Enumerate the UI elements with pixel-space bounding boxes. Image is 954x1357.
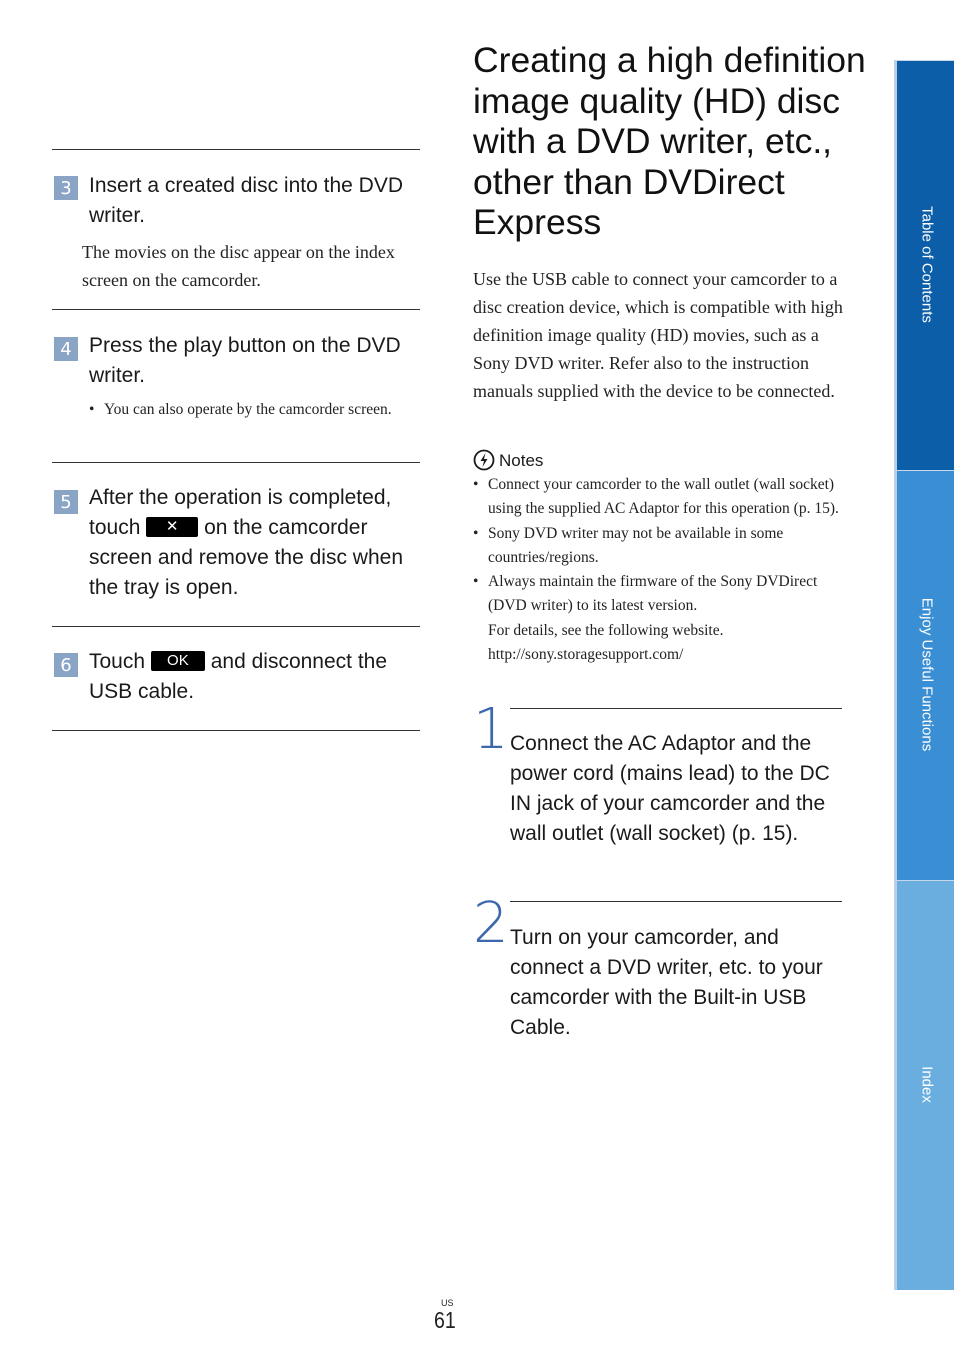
- divider: [52, 626, 420, 627]
- region-code: US: [441, 1298, 454, 1308]
- tab-index[interactable]: [894, 880, 954, 1290]
- note-details: For details, see the following website.: [488, 621, 724, 639]
- divider: [52, 730, 420, 731]
- step-3-badge: 3: [54, 176, 78, 200]
- tab-enjoy-useful-functions[interactable]: [894, 470, 954, 880]
- divider: [52, 309, 420, 310]
- step-5-text-after: on the camcorder screen and remove the disc when the tray is open.: [89, 516, 404, 599]
- divider: [510, 708, 842, 709]
- step-6-text-before: Touch: [89, 650, 146, 673]
- step-4-text: Press the play button on the DVD writer.: [89, 334, 401, 387]
- step-6-badge: 6: [54, 653, 78, 677]
- step-6-text: [89, 647, 424, 707]
- step-1-text: Connect the AC Adaptor and the power cord (mains lead) to the DC IN jack of your camcorder and the wall outlet (wall socket) (p. 15).: [510, 732, 830, 845]
- note-item: • Sony DVD writer may not be available in some countries/regions.: [473, 522, 848, 571]
- step-3-body: The movies on the disc appear on the index screen on the camcorder.: [82, 242, 395, 290]
- step-3-text: Insert a created disc into the DVD writer.: [89, 174, 403, 227]
- note-item: [473, 570, 848, 667]
- intro-text: Use the USB cable to connect your camcorder to a disc creation device, which is compatible with high definition image quality (HD) movies, such as a Sony DVD writer. Refer also to the instruction manuals supplied with the device to be connected.: [473, 269, 843, 401]
- step-4-note: • You can also operate by the camcorder screen.: [89, 397, 394, 422]
- caution-icon: [473, 449, 495, 471]
- sidebar-nav: [894, 60, 954, 1290]
- tab-table-of-contents[interactable]: [894, 60, 954, 470]
- step-6-text-after: and disconnect the USB cable.: [89, 650, 388, 703]
- tab-label: Enjoy Useful Functions: [918, 597, 936, 752]
- step-5-badge: 5: [54, 490, 78, 514]
- tab-label: Index: [918, 1066, 936, 1103]
- page-number: 61: [434, 1307, 456, 1333]
- step-2-number: 2: [473, 891, 509, 956]
- step-5-text: [89, 483, 424, 603]
- ok-button[interactable]: OK: [151, 651, 205, 671]
- step-2-text: Turn on your camcorder, and connect a DVD writer, etc. to your camcorder with the Built-in USB Cable.: [510, 926, 823, 1039]
- divider: [52, 149, 420, 150]
- step-4-badge: 4: [54, 337, 78, 361]
- step-5-text-before: After the operation is completed, touch: [89, 486, 392, 539]
- tab-label: Table of Contents: [918, 206, 936, 323]
- note-item: • Connect your camcorder to the wall outlet (wall socket) using the supplied AC Adaptor for this operation (p. 15).: [473, 473, 848, 522]
- support-url-link[interactable]: http://sony.storagesupport.com/: [488, 646, 684, 664]
- divider: [510, 901, 842, 902]
- step-4-note-list: [89, 397, 394, 422]
- notes-list: [473, 473, 848, 667]
- close-button[interactable]: ✕: [146, 517, 198, 537]
- note-item-text: Always maintain the firmware of the Sony DVDirect (DVD writer) to its latest version.: [488, 573, 818, 615]
- step-1-number: 1: [473, 697, 509, 762]
- divider: [52, 462, 420, 463]
- notes-heading: Notes: [499, 451, 544, 470]
- page-title: Creating a high definition image quality (HD) disc with a DVD writer, etc., other than DVDirect Express: [473, 40, 866, 242]
